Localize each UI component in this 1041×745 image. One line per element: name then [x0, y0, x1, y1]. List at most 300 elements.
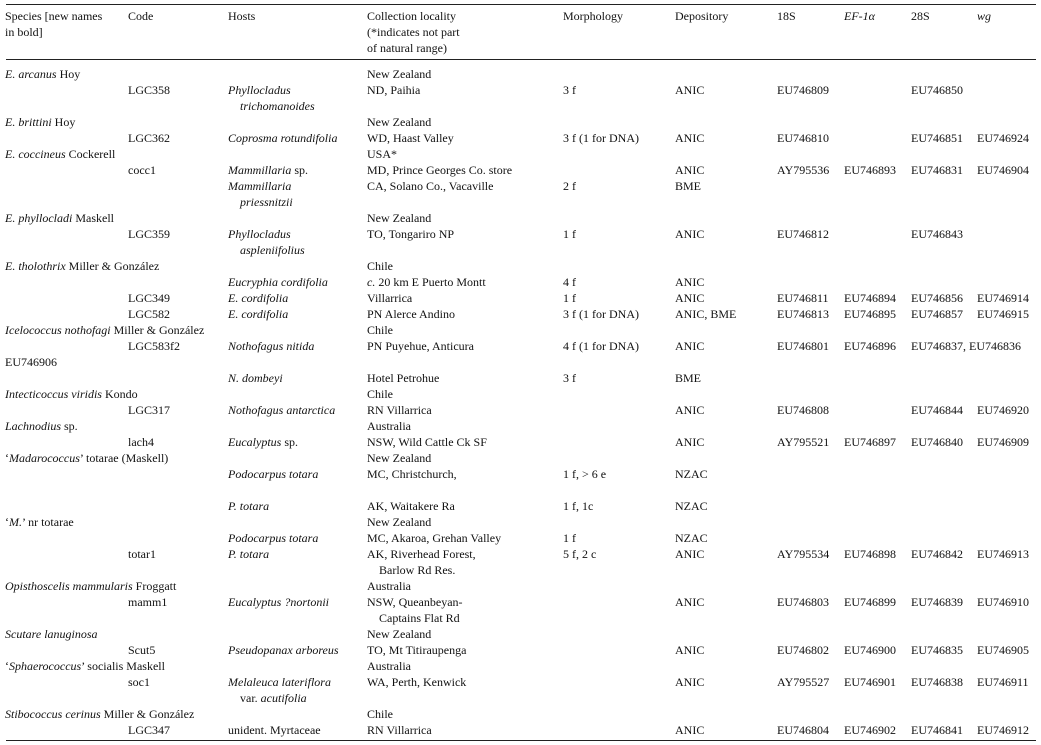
accession-28s: EU746831: [911, 163, 963, 177]
host-cell: [228, 642, 339, 658]
host-cell: [228, 530, 318, 546]
depository-cell: BME: [675, 371, 702, 385]
host-suffix: sp.: [291, 163, 309, 177]
table-row: [0, 66, 1041, 82]
locality-text: Chile: [367, 707, 393, 721]
species-quote: ‘: [5, 451, 9, 465]
header-row-3: [0, 40, 1041, 56]
locality-text: New Zealand: [367, 451, 432, 465]
table-row: [0, 658, 1041, 674]
accession-wg: EU746910: [977, 595, 1029, 609]
species-cell: [5, 418, 78, 434]
host-name: aspleniifolius: [240, 243, 305, 257]
locality-cell: [367, 162, 512, 178]
host-name: Melaleuca lateriflora: [228, 675, 331, 689]
host-cell: [228, 370, 283, 386]
morphology-cell: 4 f (1 for DNA): [563, 339, 639, 353]
locality-text: New Zealand: [367, 115, 432, 129]
table-row: [0, 98, 1041, 114]
accession-ef1a: EU746899: [844, 595, 896, 609]
table-row: [0, 306, 1041, 322]
host-cell: [228, 690, 307, 706]
accession-28s: EU746840: [911, 435, 963, 449]
host-cell: [228, 274, 328, 290]
host-cell: [228, 498, 269, 514]
locality-cell: [367, 722, 432, 738]
depository-cell: ANIC: [675, 275, 705, 289]
locality-prefix: c.: [367, 275, 376, 289]
host-cell: [228, 82, 291, 98]
host-cell: [228, 434, 298, 450]
locality-text: Chile: [367, 259, 393, 273]
host-suffix: sp.: [281, 435, 298, 449]
host-name: Mammillaria: [228, 179, 292, 193]
host-name: Phyllocladus: [228, 83, 291, 97]
accession-wg: EU746905: [977, 643, 1029, 657]
locality-text: RN Villarrica: [367, 723, 432, 737]
accession-ef1a: EU746900: [844, 643, 896, 657]
species-cell: [5, 146, 115, 162]
accession-ef1a: EU746901: [844, 675, 896, 689]
table-row: [0, 578, 1041, 594]
species-quote: ‘: [5, 659, 9, 673]
header-species-line2: in bold]: [5, 25, 43, 39]
locality-text: Australia: [367, 419, 411, 433]
species-name: M.: [9, 515, 22, 529]
table-row: [0, 178, 1041, 194]
host-name: acutifolia: [260, 691, 307, 705]
depository-cell: NZAC: [675, 531, 708, 545]
morphology-cell: 4 f: [563, 275, 576, 289]
header-bottom-rule: [6, 59, 1036, 60]
accession-18s: EU746802: [777, 643, 829, 657]
species-authority: Cockerell: [65, 147, 116, 161]
accession-ef1a: EU746894: [844, 291, 896, 305]
accession-18s: AY795534: [777, 547, 830, 561]
species-cell: [5, 322, 204, 338]
morphology-cell: 1 f: [563, 227, 576, 241]
host-name: E. cordifolia: [228, 307, 289, 321]
species-name: E. coccineus: [5, 147, 66, 161]
header-row-2: [0, 24, 1041, 40]
locality-text: WD, Haast Valley: [367, 131, 454, 145]
table-row: [0, 722, 1041, 738]
species-authority: Froggatt: [132, 579, 177, 593]
host-name: P. totara: [228, 499, 270, 513]
table-row: [0, 290, 1041, 306]
species-name: Scutare lanuginosa: [5, 627, 98, 641]
accession-28s: EU746856: [911, 291, 963, 305]
code-cell: soc1: [128, 675, 150, 689]
locality-text: PN Alerce Andino: [367, 307, 455, 321]
locality-cell: [367, 178, 493, 194]
table-row: [0, 674, 1041, 690]
locality-text: New Zealand: [367, 515, 432, 529]
species-name: Stibococcus cerinus: [5, 707, 101, 721]
depository-cell: ANIC: [675, 643, 705, 657]
host-name: unident. Myrtaceae: [228, 723, 321, 737]
accession-18s: EU746809: [777, 83, 829, 97]
depository-cell: ANIC: [675, 547, 705, 561]
locality-cell: [367, 706, 393, 722]
table-row: [0, 114, 1041, 130]
morphology-cell: 1 f: [563, 291, 576, 305]
locality-cell: [367, 258, 393, 274]
accession-wg: EU746924: [977, 131, 1029, 145]
table-row: [0, 594, 1041, 610]
table-row: [0, 242, 1041, 258]
locality-cell: [367, 642, 466, 658]
locality-text: USA*: [367, 147, 398, 161]
accession-18s: EU746804: [777, 723, 829, 737]
locality-cell: [367, 674, 466, 690]
species-authority: Miller & González: [100, 707, 195, 721]
accession-28s: EU746857: [911, 307, 963, 321]
code-cell: LGC349: [128, 291, 170, 305]
code-cell: cocc1: [128, 163, 156, 177]
header-wg: wg: [977, 9, 992, 23]
species-cell: [5, 258, 159, 274]
species-name: Intecticoccus viridis: [5, 387, 102, 401]
species-authority: Miller & González: [65, 259, 160, 273]
accession-wg: EU746914: [977, 291, 1029, 305]
depository-cell: NZAC: [675, 467, 708, 481]
host-cell: [228, 130, 337, 146]
locality-text: 20 km E Puerto Montt: [375, 275, 486, 289]
accession-wg: EU746913: [977, 547, 1029, 561]
morphology-cell: 3 f: [563, 371, 576, 385]
species-authority: Miller & González: [110, 323, 205, 337]
table-row: [0, 146, 1041, 162]
header-locality-line2: (*indicates not part: [367, 25, 460, 39]
locality-text: AK, Riverhead Forest,: [367, 547, 476, 561]
morphology-cell: 2 f: [563, 179, 576, 193]
host-name: Eucryphia cordifolia: [228, 275, 328, 289]
table-row: [0, 690, 1041, 706]
code-cell: lach4: [128, 435, 154, 449]
locality-text: Hotel Petrohue: [367, 371, 440, 385]
table-row: [0, 706, 1041, 722]
morphology-cell: 1 f, > 6 e: [563, 467, 607, 481]
locality-cell: [367, 226, 454, 242]
locality-text: New Zealand: [367, 67, 432, 81]
locality-cell: [367, 290, 412, 306]
host-cell: [228, 290, 288, 306]
species-name: Lachnodius: [5, 419, 62, 433]
host-name: Nothofagus nitida: [228, 339, 315, 353]
accession-ef1a: EU746902: [844, 723, 896, 737]
header-18s: 18S: [777, 9, 796, 23]
depository-cell: ANIC: [675, 291, 705, 305]
species-cell: [5, 354, 57, 370]
depository-cell: ANIC: [675, 403, 705, 417]
code-cell: totar1: [128, 547, 156, 561]
depository-cell: ANIC: [675, 595, 705, 609]
host-name: trichomanoides: [240, 99, 315, 113]
species-name: E. phyllocladi: [5, 211, 73, 225]
locality-cell: [367, 562, 455, 578]
table-row: [0, 162, 1041, 178]
host-name: Podocarpus totara: [228, 531, 319, 545]
species-name: Icelococcus nothofagi: [5, 323, 111, 337]
table-row: [0, 226, 1041, 242]
species-cell: [5, 66, 80, 82]
accession-ef1a: EU746895: [844, 307, 896, 321]
morphology-cell: 1 f, 1c: [563, 499, 594, 513]
locality-text: AK, Waitakere Ra: [367, 499, 455, 513]
accession-28s: EU746841: [911, 723, 963, 737]
table-row: [0, 322, 1041, 338]
species-name: E. tholothrix: [5, 259, 66, 273]
morphology-cell: 3 f (1 for DNA): [563, 131, 639, 145]
host-cell: [228, 402, 335, 418]
host-name: N. dombeyi: [228, 371, 283, 385]
table-row: [0, 514, 1041, 530]
host-variety-label: var.: [240, 691, 261, 705]
accession-28s: EU746843: [911, 227, 963, 241]
host-cell: [228, 338, 314, 354]
accession-wg: EU746911: [977, 675, 1029, 689]
locality-cell: [367, 130, 454, 146]
locality-cell: [367, 530, 501, 546]
morphology-cell: 3 f: [563, 83, 576, 97]
locality-text: Captains Flat Rd: [379, 611, 460, 625]
code-cell: LGC583f2: [128, 339, 180, 353]
species-name: Madarococcus: [9, 451, 80, 465]
accession-18s: EU746811: [777, 291, 829, 305]
locality-cell: [367, 306, 455, 322]
host-name: Eucalyptus ?nortonii: [228, 595, 329, 609]
host-cell: [228, 194, 293, 210]
locality-cell: [367, 82, 420, 98]
code-cell: mamm1: [128, 595, 168, 609]
depository-cell: ANIC: [675, 227, 705, 241]
species-authority: Hoy: [51, 115, 76, 129]
locality-cell: [367, 66, 431, 82]
depository-cell: NZAC: [675, 499, 708, 513]
locality-cell: [367, 210, 431, 226]
code-cell: LGC358: [128, 83, 170, 97]
header-code: Code: [128, 9, 154, 23]
species-cell: [5, 450, 168, 466]
code-cell: LGC362: [128, 131, 170, 145]
host-cell: [228, 674, 331, 690]
host-cell: [228, 466, 318, 482]
accession-18s: AY795521: [777, 435, 830, 449]
morphology-cell: 5 f, 2 c: [563, 547, 597, 561]
table-row: [0, 338, 1041, 354]
table-row: [0, 258, 1041, 274]
table-row: [0, 450, 1041, 466]
locality-cell: [367, 610, 460, 626]
accession-28s: EU746838: [911, 675, 963, 689]
table-row: [0, 194, 1041, 210]
locality-text: MD, Prince Georges Co. store: [367, 163, 513, 177]
locality-text: Barlow Rd Res.: [379, 563, 456, 577]
accession-wg: EU746909: [977, 435, 1029, 449]
species-name: E. brittini: [5, 115, 52, 129]
locality-cell: [367, 146, 397, 162]
species-quote: ‘: [5, 515, 9, 529]
locality-cell: [367, 626, 431, 642]
accession-18s: EU746808: [777, 403, 829, 417]
table-row: [0, 562, 1041, 578]
accession-28s: EU746839: [911, 595, 963, 609]
locality-text: Chile: [367, 323, 393, 337]
species-authority: Maskell: [72, 211, 114, 225]
table-row: [0, 418, 1041, 434]
table-row: [0, 210, 1041, 226]
species-authority: EU746906: [5, 355, 57, 369]
table-row: [0, 434, 1041, 450]
header-locality-line3: of natural range): [367, 41, 447, 55]
species-authority: sp.: [61, 419, 78, 433]
locality-text: Chile: [367, 387, 393, 401]
depository-cell: ANIC: [675, 723, 705, 737]
locality-text: Australia: [367, 659, 411, 673]
locality-text: ND, Paihia: [367, 83, 421, 97]
locality-text: WA, Perth, Kenwick: [367, 675, 467, 689]
host-cell: [228, 722, 321, 738]
accession-ef1a: EU746897: [844, 435, 896, 449]
locality-cell: [367, 514, 431, 530]
host-cell: [228, 162, 308, 178]
locality-cell: [367, 594, 463, 610]
locality-text: RN Villarrica: [367, 403, 432, 417]
code-cell: Scut5: [128, 643, 156, 657]
accession-28s: EU746850: [911, 83, 963, 97]
morphology-cell: 3 f (1 for DNA): [563, 307, 639, 321]
accession-18s: EU746813: [777, 307, 829, 321]
table-top-rule: [6, 4, 1036, 5]
host-name: Nothofagus antarctica: [228, 403, 336, 417]
table-row: [0, 626, 1041, 642]
locality-cell: [367, 450, 431, 466]
accession-28s: EU746842: [911, 547, 963, 561]
accession-ef1a: EU746893: [844, 163, 896, 177]
accession-18s: EU746810: [777, 131, 829, 145]
locality-text: TO, Mt Titiraupenga: [367, 643, 467, 657]
host-cell: [228, 98, 315, 114]
accession-ef1a: EU746896: [844, 339, 896, 353]
header-hosts: Hosts: [228, 9, 256, 23]
accession-18s: EU746812: [777, 227, 829, 241]
header-species: Species [new names: [5, 9, 103, 23]
accession-wg: EU746915: [977, 307, 1029, 321]
locality-cell: [367, 402, 432, 418]
species-cell: [5, 706, 194, 722]
table-row: [0, 354, 1041, 370]
species-cell: [5, 514, 74, 530]
locality-text: NSW, Queanbeyan-: [367, 595, 463, 609]
species-name: Opisthoscelis mammularis: [5, 579, 133, 593]
accession-28s: EU746851: [911, 131, 963, 145]
species-name: E. arcanus: [5, 67, 57, 81]
host-name: Phyllocladus: [228, 227, 291, 241]
accession-28s: EU746835: [911, 643, 963, 657]
depository-cell: ANIC: [675, 83, 705, 97]
species-cell: [5, 114, 75, 130]
header-28s: 28S: [911, 9, 930, 23]
table-row: [0, 466, 1041, 482]
table-row: [0, 130, 1041, 146]
locality-cell: [367, 338, 474, 354]
table-row: [0, 402, 1041, 418]
table-row: [0, 82, 1041, 98]
header-locality: Collection locality: [367, 9, 456, 23]
depository-cell: ANIC, BME: [675, 307, 737, 321]
accession-ef1a: EU746898: [844, 547, 896, 561]
species-cell: [5, 210, 114, 226]
locality-cell: [367, 498, 455, 514]
table-row: [0, 642, 1041, 658]
depository-cell: ANIC: [675, 675, 705, 689]
accession-28s: EU746844: [911, 403, 963, 417]
accession-18s: EU746801: [777, 339, 829, 353]
host-name: Eucalyptus: [228, 435, 282, 449]
locality-cell: [367, 114, 431, 130]
locality-text: Villarrica: [367, 291, 413, 305]
species-cell: [5, 658, 165, 674]
table-row: [0, 530, 1041, 546]
host-cell: [228, 306, 288, 322]
locality-cell: [367, 578, 411, 594]
table-row: [0, 610, 1041, 626]
species-authority: ’ totarae (Maskell): [79, 451, 169, 465]
species-cell: [5, 578, 176, 594]
host-name: P. totara: [228, 547, 270, 561]
depository-cell: ANIC: [675, 339, 705, 353]
header-row-1: [0, 8, 1041, 24]
species-authority: Hoy: [56, 67, 81, 81]
locality-cell: [367, 658, 411, 674]
species-name: Sphaerococcus: [9, 659, 82, 673]
locality-text: NSW, Wild Cattle Ck SF: [367, 435, 487, 449]
locality-cell: [367, 466, 457, 482]
table-row: [0, 498, 1041, 514]
host-cell: [228, 594, 329, 610]
code-cell: LGC359: [128, 227, 170, 241]
locality-text: New Zealand: [367, 627, 432, 641]
species-cell: [5, 386, 138, 402]
depository-cell: ANIC: [675, 131, 705, 145]
host-name: Mammillaria: [228, 163, 292, 177]
table-row: [0, 386, 1041, 402]
host-cell: [228, 178, 291, 194]
host-name: E. cordifolia: [228, 291, 289, 305]
depository-cell: BME: [675, 179, 702, 193]
locality-text: New Zealand: [367, 211, 432, 225]
locality-text: CA, Solano Co., Vacaville: [367, 179, 494, 193]
host-cell: [228, 546, 269, 562]
species-authority: ’ socialis Maskell: [81, 659, 165, 673]
locality-text: MC, Akaroa, Grehan Valley: [367, 531, 502, 545]
header-depository: Depository: [675, 9, 729, 23]
table-row: [0, 370, 1041, 386]
header-ef1a: EF-1α: [844, 9, 875, 23]
host-name: Pseudopanax arboreus: [228, 643, 339, 657]
locality-cell: [367, 434, 487, 450]
accession-wg: EU746920: [977, 403, 1029, 417]
locality-cell: [367, 546, 476, 562]
species-cell: [5, 626, 98, 642]
code-cell: LGC317: [128, 403, 170, 417]
host-cell: [228, 226, 291, 242]
code-cell: LGC347: [128, 723, 170, 737]
locality-text: PN Puyehue, Anticura: [367, 339, 474, 353]
code-cell: LGC582: [128, 307, 170, 321]
species-authority: ’ nr totarae: [22, 515, 74, 529]
